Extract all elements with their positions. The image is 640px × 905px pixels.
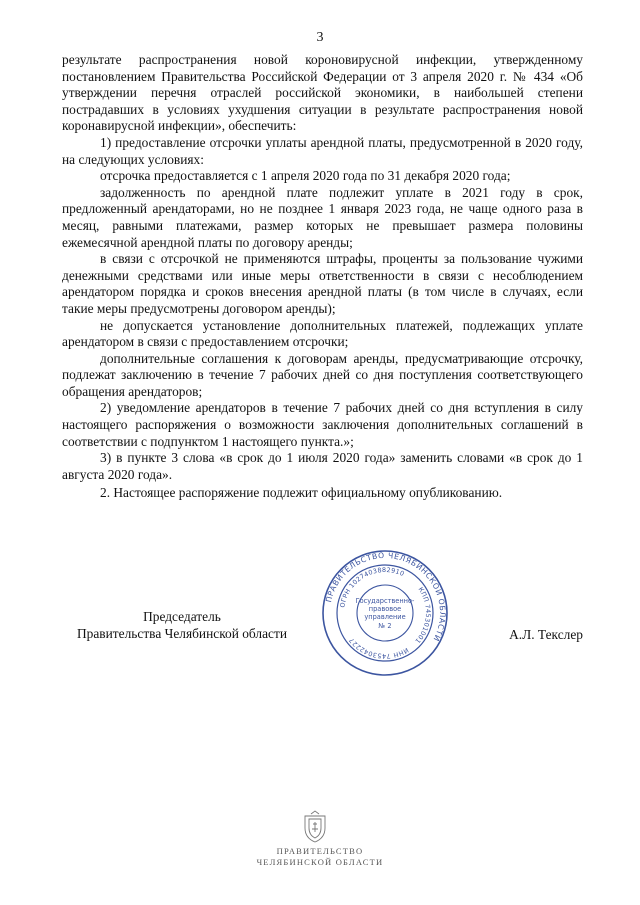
stamp-ogrn: ОГРН 1027403882910: [338, 565, 406, 609]
paragraph-item-1: 1) предоставление отсрочки уплаты арендной платы, предусмотренной в 2020 году, на следующих условиях:: [62, 134, 583, 167]
footer-letterhead: [0, 846, 640, 868]
paragraph-publication: 2. Настоящее распоряжение подлежит официальному опубликованию.: [100, 485, 503, 501]
stamp-center-line3: управление: [364, 613, 406, 621]
paragraph-continuation: результате распространения новой короновирусной инфекции, утвержденному постановлением Правительства Российской Федерации от 3 апреля 2020 г. № 434 «Об утверждении перечня отраслей российской экономики, в наибольшей степени пострадавших в условиях ухудшения ситуации в результате распространения новой коронавирусной инфекции», обеспечить:: [62, 52, 583, 134]
paragraph-debt-payment: задолженность по арендной плате подлежит уплате в 2021 году в срок, предложенный арендаторами, но не позднее 1 января 2023 года, не чаще одного раза в месяц, равными платежами, размер которых не превышает размера половины ежемесячной арендной платы по договору аренды;: [62, 184, 583, 250]
signatory-title: [62, 608, 302, 642]
paragraph-deferral-period: отсрочка предоставляется с 1 апреля 2020 года по 31 декабря 2020 года;: [100, 168, 511, 184]
stamp-center-line4: № 2: [378, 622, 392, 630]
signatory-title-line2: Правительства Челябинской области: [77, 626, 287, 641]
paragraph-item-2: 2) уведомление арендаторов в течение 7 рабочих дней со дня вступления в силу настоящего распоряжения о возможности заключения дополнительных соглашений в соответствии с подпунктом 1 настоящего пункта.»;: [62, 400, 583, 449]
stamp-center-line2: правовое: [368, 605, 402, 613]
signatory-title-line1: Председатель: [143, 609, 221, 624]
footer-line2: ЧЕЛЯБИНСКОЙ ОБЛАСТИ: [256, 857, 384, 867]
paragraph-no-additional-payments: не допускается установление дополнительных платежей, подлежащих уплате арендатором в связи с предоставлением отсрочки;: [62, 317, 583, 350]
signatory-name: А.Л. Текслер: [509, 627, 583, 642]
paragraph-no-penalties: в связи с отсрочкой не применяются штрафы, проценты за пользование чужими денежными средствами или иные меры ответственности в связи с несоблюдением арендатором порядка и сроков внесения арендной платы (в том числе в случаях, если такие меры предусмотрены договором аренды);: [62, 251, 583, 316]
official-stamp: [320, 548, 450, 678]
document-body: [62, 52, 583, 502]
stamp-center-line1: Государственно-: [355, 597, 415, 605]
stamp-outer-text: ПРАВИТЕЛЬСТВО ЧЕЛЯБИНСКОЙ ОБЛАСТИ: [324, 550, 448, 643]
stamp-inn: ИНН 7453042227: [347, 636, 410, 661]
footer-line1: ПРАВИТЕЛЬСТВО: [276, 846, 364, 856]
paragraph-item-3: 3) в пункте 3 слова «в срок до 1 июля 2020 года» заменить словами «в срок до 1 августа 2020 года».: [62, 450, 583, 482]
paragraph-supplementary-agreements: дополнительные соглашения к договорам аренды, предусматривающие отсрочку, подлежат заключению в течение 7 рабочих дней со дня поступления соответствующего обращения арендаторов;: [62, 350, 583, 399]
page-number: 3: [316, 30, 324, 45]
coat-of-arms-icon: [300, 810, 330, 844]
stamp-kpp: КПП 745301001: [413, 585, 433, 646]
